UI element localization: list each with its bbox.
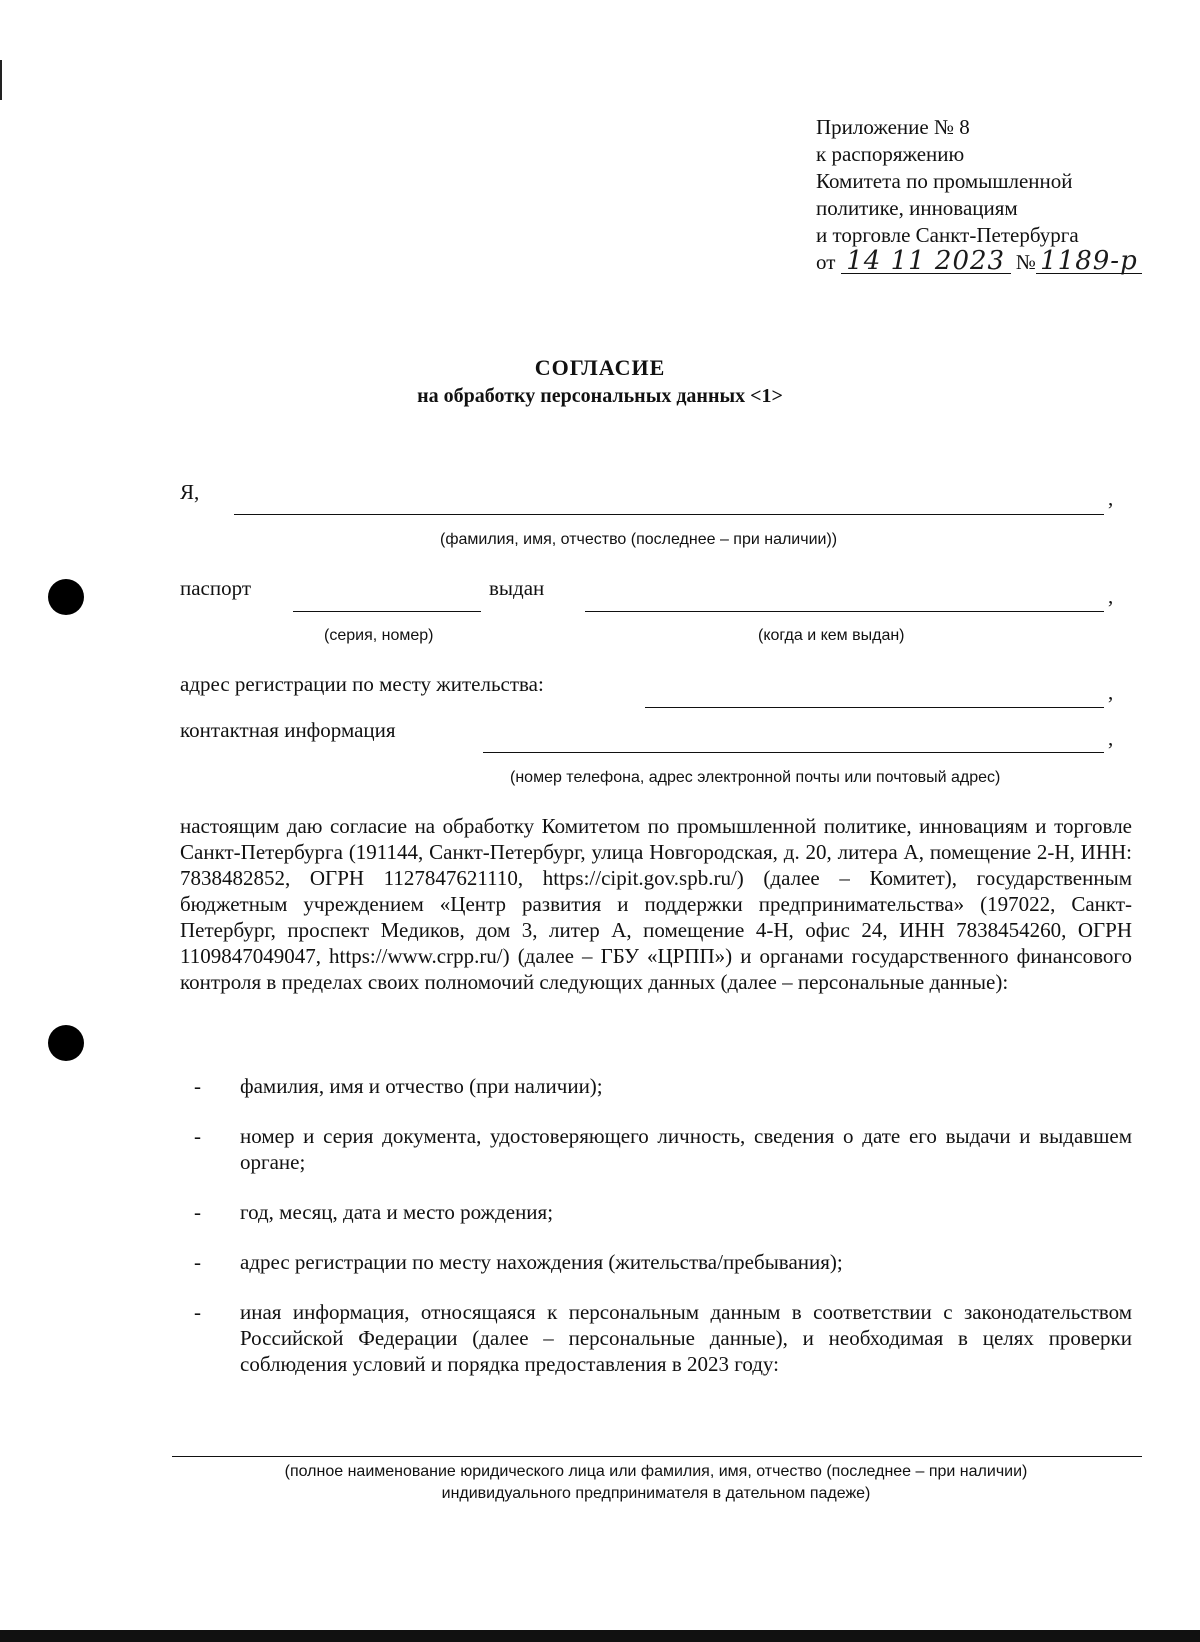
issued-input-line[interactable]: [585, 611, 1104, 612]
bullet-dash: -: [194, 1300, 201, 1324]
contact-label: контактная информация: [180, 718, 396, 742]
list-item-text: номер и серия документа, удостоверяющего личность, сведения о дате его выдачи и выдавшем органе;: [240, 1124, 1132, 1174]
appendix-date-line: [816, 246, 1142, 276]
issued-hint: (когда и кем выдан): [758, 627, 905, 644]
scan-bottom-edge: [0, 1630, 1200, 1642]
contact-hint: (номер телефона, адрес электронной почты или почтовый адрес): [510, 769, 1001, 786]
i-label: Я,: [180, 480, 200, 504]
fio-input-line[interactable]: [234, 514, 1104, 515]
passport-number-input-line[interactable]: [293, 611, 481, 612]
document-title: СОГЛАСИЕ: [534, 355, 666, 380]
list-item: [180, 1123, 1132, 1175]
appendix-line: Приложение № 8: [816, 115, 970, 139]
bullet-dash: -: [194, 1074, 201, 1098]
bullet-dash: -: [194, 1124, 201, 1148]
comma: ,: [1108, 486, 1114, 510]
punch-hole-top: [48, 579, 84, 615]
organization-name-hint: [180, 1461, 1132, 1505]
handwritten-date: 14 11 2023: [841, 249, 1011, 274]
list-item: [180, 1199, 1132, 1225]
list-item-text: адрес регистрации по месту нахождения (жительства/пребывания);: [240, 1250, 843, 1274]
list-item-text: иная информация, относящаяся к персональным данным в соответствии с законодательством Российской Федерации (далее – персональные данные), и необходимая в целях проверки соблюдения условий и порядка предоставления в 2023 году:: [240, 1300, 1132, 1376]
fio-hint: (фамилия, имя, отчество (последнее – при наличии)): [440, 531, 838, 548]
comma: ,: [1108, 726, 1114, 750]
list-item: [180, 1299, 1132, 1377]
scan-edge-mark: [0, 60, 2, 100]
number-prefix: №: [1015, 250, 1036, 274]
address-input-line[interactable]: [645, 707, 1104, 708]
hint-line: индивидуального предпринимателя в дательном падеже): [441, 1485, 871, 1502]
appendix-header: [816, 114, 1142, 276]
bullet-dash: -: [194, 1250, 201, 1274]
organization-name-input-line[interactable]: [172, 1456, 1142, 1457]
address-label: адрес регистрации по месту жительства:: [180, 672, 544, 696]
appendix-line: Комитета по промышленной: [816, 169, 1073, 193]
document-subtitle: на обработку персональных данных <1>: [417, 385, 783, 407]
list-item: [180, 1249, 1132, 1275]
appendix-line: и торговле Санкт-Петербурга: [816, 223, 1079, 247]
bullet-dash: -: [194, 1200, 201, 1224]
hint-line: (полное наименование юридического лица или фамилия, имя, отчество (последнее – при наличии): [284, 1463, 1028, 1480]
date-prefix: от: [816, 250, 836, 274]
contact-input-line[interactable]: [483, 752, 1104, 753]
consent-paragraph: настоящим даю согласие на обработку Комитетом по промышленной политике, инновациям и торговле Санкт-Петербурга (191144, Санкт-Петербург, улица Новгородская, д. 20, литера А, помещение 2-Н, ИНН: 7838482852, ОГРН 1127847621110, https://cipit.gov.spb.ru/) (далее – Комитет), государственным бюджетным учреждением «Центр развития и поддержки предпринимательства» (197022, Санкт-Петербург, проспект Медиков, дом 3, литер А, помещение 4-Н, офис 24, ИНН 7838454260, ОГРН 1109847049047, https://www.crpp.ru/) (далее – ГБУ «ЦРПП») и органами государственного финансового контроля в пределах своих полномочий следующих данных (далее – персональные данные):: [180, 814, 1132, 994]
list-item: [180, 1073, 1132, 1099]
list-item-text: год, месяц, дата и место рождения;: [240, 1200, 554, 1224]
passport-label: паспорт: [180, 576, 252, 600]
list-item-text: фамилия, имя и отчество (при наличии);: [240, 1074, 603, 1098]
issued-label: выдан: [489, 576, 545, 600]
handwritten-number: 1189-р: [1036, 249, 1142, 274]
appendix-line: политике, инновациям: [816, 196, 1018, 220]
personal-data-list: [180, 1073, 1132, 1401]
passport-hint: (серия, номер): [324, 627, 434, 644]
punch-hole-bottom: [48, 1025, 84, 1061]
comma: ,: [1108, 680, 1114, 704]
appendix-line: к распоряжению: [816, 142, 965, 166]
comma: ,: [1108, 584, 1114, 608]
